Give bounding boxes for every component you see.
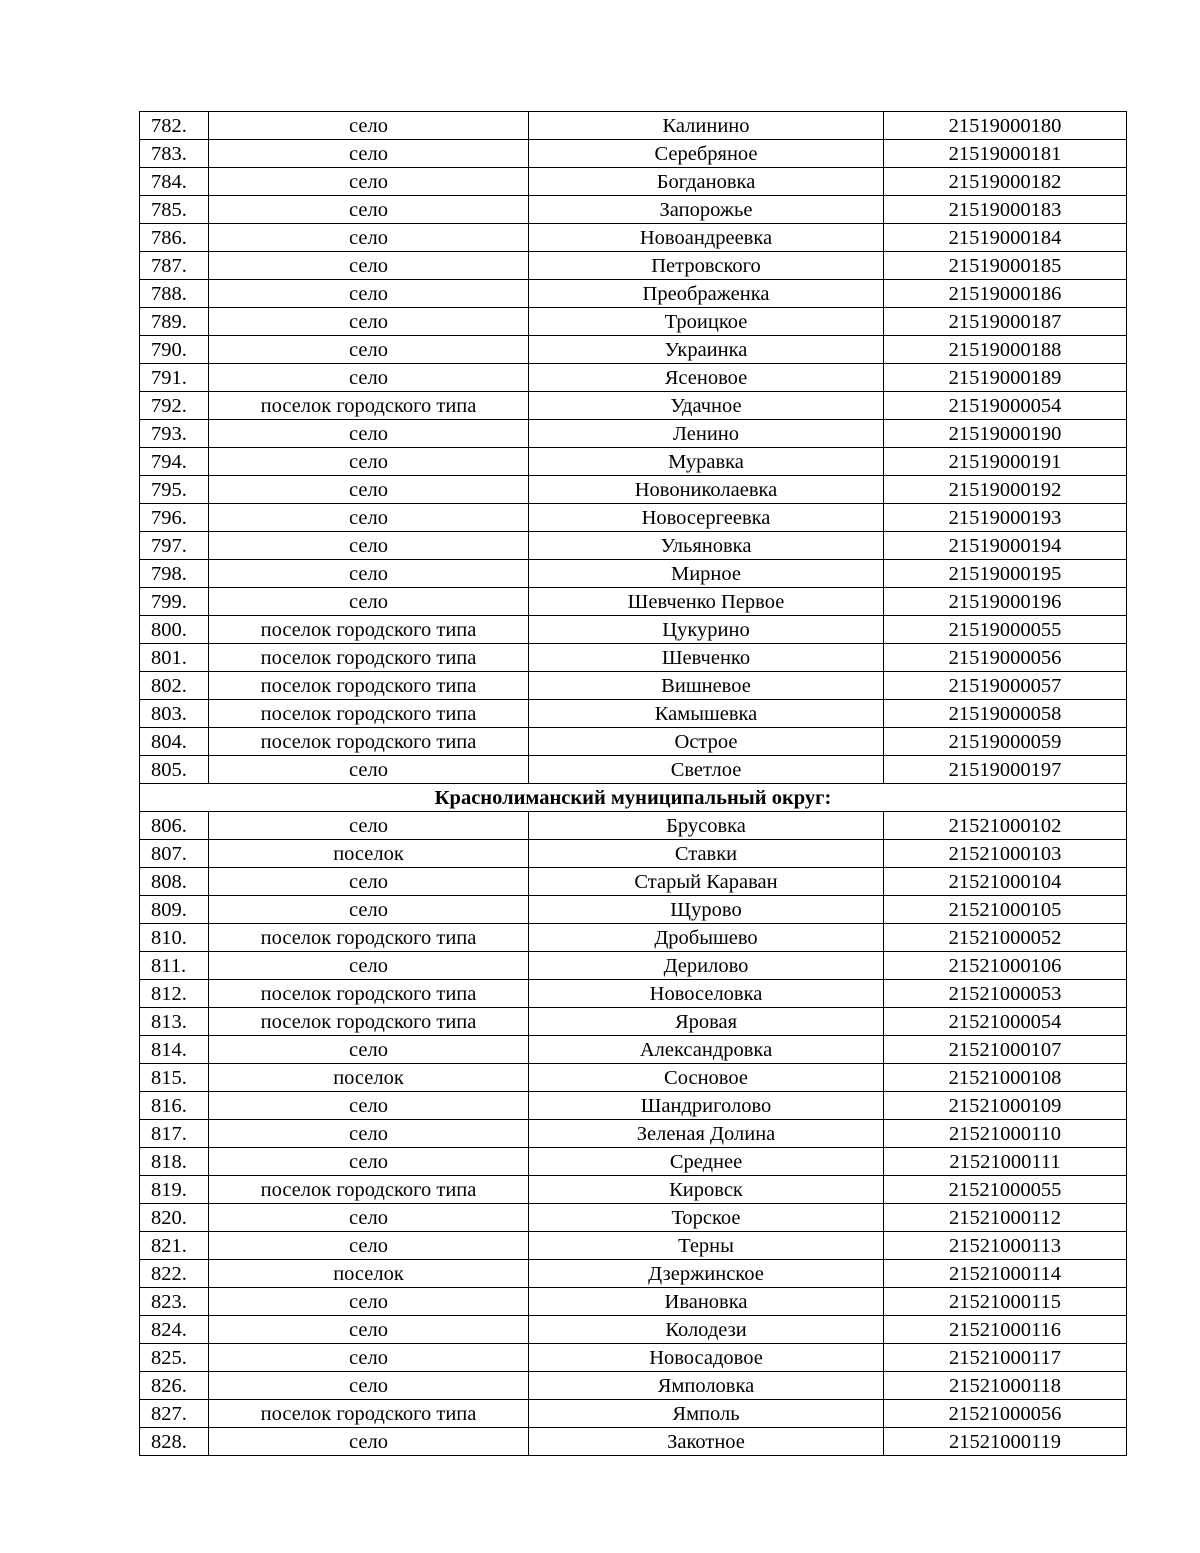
table-row bbox=[140, 1120, 1127, 1148]
settlement-code: 21519000197 bbox=[884, 756, 1127, 784]
row-number: 815. bbox=[140, 1064, 209, 1092]
settlement-code: 21519000181 bbox=[884, 140, 1127, 168]
settlement-type: село bbox=[209, 1232, 529, 1260]
table-row bbox=[140, 196, 1127, 224]
settlement-name: Ямполь bbox=[529, 1400, 884, 1428]
row-number: 801. bbox=[140, 644, 209, 672]
settlement-name: Кировск bbox=[529, 1176, 884, 1204]
row-number: 787. bbox=[140, 252, 209, 280]
settlement-code: 21521000113 bbox=[884, 1232, 1127, 1260]
row-number: 784. bbox=[140, 168, 209, 196]
table-row bbox=[140, 1428, 1127, 1456]
settlement-type: село bbox=[209, 364, 529, 392]
settlement-type: поселок городского типа bbox=[209, 700, 529, 728]
table-row bbox=[140, 588, 1127, 616]
settlement-code: 21521000108 bbox=[884, 1064, 1127, 1092]
table-row bbox=[140, 1064, 1127, 1092]
settlement-type: поселок городского типа bbox=[209, 1400, 529, 1428]
settlement-type: село bbox=[209, 224, 529, 252]
settlement-name: Закотное bbox=[529, 1428, 884, 1456]
settlement-name: Ульяновка bbox=[529, 532, 884, 560]
settlement-name: Зеленая Долина bbox=[529, 1120, 884, 1148]
settlement-code: 21519000196 bbox=[884, 588, 1127, 616]
settlement-name: Троицкое bbox=[529, 308, 884, 336]
table-row bbox=[140, 252, 1127, 280]
section-header-row bbox=[140, 784, 1127, 812]
settlement-type: село bbox=[209, 476, 529, 504]
settlement-name: Камышевка bbox=[529, 700, 884, 728]
table-row bbox=[140, 1204, 1127, 1232]
table-row bbox=[140, 140, 1127, 168]
settlement-type: село bbox=[209, 336, 529, 364]
settlement-type: село bbox=[209, 308, 529, 336]
row-number: 823. bbox=[140, 1288, 209, 1316]
settlement-code: 21521000109 bbox=[884, 1092, 1127, 1120]
settlement-name: Преображенка bbox=[529, 280, 884, 308]
row-number: 819. bbox=[140, 1176, 209, 1204]
row-number: 802. bbox=[140, 672, 209, 700]
row-number: 824. bbox=[140, 1316, 209, 1344]
settlement-name: Шандриголово bbox=[529, 1092, 884, 1120]
table-row bbox=[140, 756, 1127, 784]
row-number: 808. bbox=[140, 868, 209, 896]
settlement-code: 21521000117 bbox=[884, 1344, 1127, 1372]
settlement-type: село bbox=[209, 868, 529, 896]
settlement-code: 21521000118 bbox=[884, 1372, 1127, 1400]
table-row bbox=[140, 476, 1127, 504]
settlement-name: Ставки bbox=[529, 840, 884, 868]
row-number: 818. bbox=[140, 1148, 209, 1176]
settlement-code: 21521000052 bbox=[884, 924, 1127, 952]
table-row bbox=[140, 280, 1127, 308]
table-row bbox=[140, 392, 1127, 420]
settlement-name: Ямполовка bbox=[529, 1372, 884, 1400]
row-number: 785. bbox=[140, 196, 209, 224]
row-number: 798. bbox=[140, 560, 209, 588]
settlement-code: 21521000056 bbox=[884, 1400, 1127, 1428]
table-body bbox=[140, 112, 1127, 1456]
settlement-type: село bbox=[209, 448, 529, 476]
settlement-type: село bbox=[209, 168, 529, 196]
settlement-name: Серебряное bbox=[529, 140, 884, 168]
settlement-type: село bbox=[209, 1204, 529, 1232]
table-row bbox=[140, 224, 1127, 252]
row-number: 796. bbox=[140, 504, 209, 532]
settlement-type: село bbox=[209, 532, 529, 560]
settlement-type: село bbox=[209, 1316, 529, 1344]
row-number: 795. bbox=[140, 476, 209, 504]
row-number: 826. bbox=[140, 1372, 209, 1400]
settlement-code: 21521000054 bbox=[884, 1008, 1127, 1036]
row-number: 788. bbox=[140, 280, 209, 308]
settlement-code: 21519000183 bbox=[884, 196, 1127, 224]
settlement-code: 21521000111 bbox=[884, 1148, 1127, 1176]
settlement-type: село bbox=[209, 140, 529, 168]
settlement-type: село bbox=[209, 1120, 529, 1148]
settlement-name: Вишневое bbox=[529, 672, 884, 700]
settlement-type: поселок городского типа bbox=[209, 392, 529, 420]
settlement-name: Шевченко bbox=[529, 644, 884, 672]
settlement-type: село bbox=[209, 812, 529, 840]
table-row bbox=[140, 308, 1127, 336]
row-number: 814. bbox=[140, 1036, 209, 1064]
settlement-name: Ясеновое bbox=[529, 364, 884, 392]
settlement-type: село bbox=[209, 1428, 529, 1456]
settlement-type: село bbox=[209, 112, 529, 140]
settlement-code: 21521000102 bbox=[884, 812, 1127, 840]
table-row bbox=[140, 1400, 1127, 1428]
settlement-type: село bbox=[209, 1092, 529, 1120]
row-number: 820. bbox=[140, 1204, 209, 1232]
settlement-type: село bbox=[209, 1036, 529, 1064]
settlement-name: Калинино bbox=[529, 112, 884, 140]
settlement-type: поселок bbox=[209, 1260, 529, 1288]
settlement-type: поселок городского типа bbox=[209, 924, 529, 952]
settlement-code: 21519000189 bbox=[884, 364, 1127, 392]
settlement-name: Среднее bbox=[529, 1148, 884, 1176]
row-number: 825. bbox=[140, 1344, 209, 1372]
settlement-code: 21519000054 bbox=[884, 392, 1127, 420]
table-row bbox=[140, 1260, 1127, 1288]
settlement-name: Торское bbox=[529, 1204, 884, 1232]
settlement-type: село bbox=[209, 952, 529, 980]
row-number: 809. bbox=[140, 896, 209, 924]
settlement-type: поселок городского типа bbox=[209, 1176, 529, 1204]
settlement-type: село bbox=[209, 420, 529, 448]
row-number: 805. bbox=[140, 756, 209, 784]
settlement-name: Ленино bbox=[529, 420, 884, 448]
settlement-type: село bbox=[209, 252, 529, 280]
table-row bbox=[140, 1176, 1127, 1204]
settlement-type: село bbox=[209, 1372, 529, 1400]
settlement-type: поселок городского типа bbox=[209, 644, 529, 672]
row-number: 810. bbox=[140, 924, 209, 952]
table-row bbox=[140, 672, 1127, 700]
settlement-code: 21519000058 bbox=[884, 700, 1127, 728]
table-row bbox=[140, 420, 1127, 448]
table-row bbox=[140, 1036, 1127, 1064]
settlement-name: Александровка bbox=[529, 1036, 884, 1064]
row-number: 793. bbox=[140, 420, 209, 448]
settlement-code: 21521000115 bbox=[884, 1288, 1127, 1316]
settlement-code: 21521000114 bbox=[884, 1260, 1127, 1288]
settlement-code: 21519000191 bbox=[884, 448, 1127, 476]
table-row bbox=[140, 112, 1127, 140]
settlement-code: 21521000112 bbox=[884, 1204, 1127, 1232]
table-row bbox=[140, 1092, 1127, 1120]
settlement-name: Мирное bbox=[529, 560, 884, 588]
table-row bbox=[140, 1372, 1127, 1400]
table-row bbox=[140, 1232, 1127, 1260]
row-number: 791. bbox=[140, 364, 209, 392]
table-row bbox=[140, 924, 1127, 952]
settlement-code: 21519000059 bbox=[884, 728, 1127, 756]
row-number: 799. bbox=[140, 588, 209, 616]
table-row bbox=[140, 364, 1127, 392]
settlement-type: село bbox=[209, 196, 529, 224]
settlement-code: 21519000188 bbox=[884, 336, 1127, 364]
settlement-type: село bbox=[209, 896, 529, 924]
settlement-name: Муравка bbox=[529, 448, 884, 476]
settlement-code: 21519000180 bbox=[884, 112, 1127, 140]
row-number: 807. bbox=[140, 840, 209, 868]
settlement-type: поселок городского типа bbox=[209, 672, 529, 700]
settlement-type: село bbox=[209, 560, 529, 588]
settlement-name: Старый Караван bbox=[529, 868, 884, 896]
settlement-type: село bbox=[209, 588, 529, 616]
settlement-code: 21521000103 bbox=[884, 840, 1127, 868]
table-row bbox=[140, 504, 1127, 532]
settlement-name: Новоандреевка bbox=[529, 224, 884, 252]
row-number: 816. bbox=[140, 1092, 209, 1120]
settlement-name: Запорожье bbox=[529, 196, 884, 224]
settlement-code: 21521000110 bbox=[884, 1120, 1127, 1148]
settlement-name: Сосновое bbox=[529, 1064, 884, 1092]
row-number: 790. bbox=[140, 336, 209, 364]
row-number: 817. bbox=[140, 1120, 209, 1148]
row-number: 782. bbox=[140, 112, 209, 140]
settlement-name: Острое bbox=[529, 728, 884, 756]
row-number: 804. bbox=[140, 728, 209, 756]
settlement-type: поселок городского типа bbox=[209, 616, 529, 644]
table-row bbox=[140, 1008, 1127, 1036]
settlement-name: Богдановка bbox=[529, 168, 884, 196]
table-row bbox=[140, 728, 1127, 756]
settlement-name: Дерилово bbox=[529, 952, 884, 980]
row-number: 783. bbox=[140, 140, 209, 168]
row-number: 800. bbox=[140, 616, 209, 644]
table-row bbox=[140, 840, 1127, 868]
settlement-code: 21521000116 bbox=[884, 1316, 1127, 1344]
row-number: 803. bbox=[140, 700, 209, 728]
row-number: 794. bbox=[140, 448, 209, 476]
row-number: 789. bbox=[140, 308, 209, 336]
table-row bbox=[140, 700, 1127, 728]
settlement-name: Брусовка bbox=[529, 812, 884, 840]
settlement-type: село bbox=[209, 1288, 529, 1316]
settlement-code: 21519000192 bbox=[884, 476, 1127, 504]
table-row bbox=[140, 980, 1127, 1008]
settlement-code: 21521000104 bbox=[884, 868, 1127, 896]
settlement-name: Цукурино bbox=[529, 616, 884, 644]
row-number: 811. bbox=[140, 952, 209, 980]
settlement-name: Удачное bbox=[529, 392, 884, 420]
settlement-name: Колодези bbox=[529, 1316, 884, 1344]
settlement-name: Дробышево bbox=[529, 924, 884, 952]
settlement-name: Шевченко Первое bbox=[529, 588, 884, 616]
table-row bbox=[140, 868, 1127, 896]
table-row bbox=[140, 532, 1127, 560]
table-row bbox=[140, 616, 1127, 644]
settlement-type: поселок bbox=[209, 1064, 529, 1092]
settlement-type: село bbox=[209, 1344, 529, 1372]
row-number: 792. bbox=[140, 392, 209, 420]
settlement-code: 21521000055 bbox=[884, 1176, 1127, 1204]
settlement-name: Петровского bbox=[529, 252, 884, 280]
table-row bbox=[140, 952, 1127, 980]
settlement-code: 21519000195 bbox=[884, 560, 1127, 588]
settlement-code: 21521000106 bbox=[884, 952, 1127, 980]
settlement-name: Ивановка bbox=[529, 1288, 884, 1316]
settlement-name: Светлое bbox=[529, 756, 884, 784]
settlement-code: 21519000057 bbox=[884, 672, 1127, 700]
settlement-code: 21521000119 bbox=[884, 1428, 1127, 1456]
settlement-code: 21519000182 bbox=[884, 168, 1127, 196]
table-row bbox=[140, 1316, 1127, 1344]
settlement-name: Новосадовое bbox=[529, 1344, 884, 1372]
settlement-type: поселок городского типа bbox=[209, 728, 529, 756]
settlement-name: Дзержинское bbox=[529, 1260, 884, 1288]
settlement-type: поселок городского типа bbox=[209, 980, 529, 1008]
settlement-type: поселок bbox=[209, 840, 529, 868]
settlement-type: село bbox=[209, 756, 529, 784]
settlement-code: 21519000193 bbox=[884, 504, 1127, 532]
settlement-code: 21519000187 bbox=[884, 308, 1127, 336]
table-row bbox=[140, 448, 1127, 476]
table-row bbox=[140, 336, 1127, 364]
settlement-code: 21519000184 bbox=[884, 224, 1127, 252]
row-number: 797. bbox=[140, 532, 209, 560]
settlement-code: 21519000194 bbox=[884, 532, 1127, 560]
table-row bbox=[140, 1288, 1127, 1316]
table-row bbox=[140, 1344, 1127, 1372]
row-number: 806. bbox=[140, 812, 209, 840]
table-row bbox=[140, 168, 1127, 196]
settlement-code: 21519000190 bbox=[884, 420, 1127, 448]
settlement-name: Украинка bbox=[529, 336, 884, 364]
row-number: 812. bbox=[140, 980, 209, 1008]
settlement-type: село bbox=[209, 1148, 529, 1176]
settlement-name: Новониколаевка bbox=[529, 476, 884, 504]
settlement-code: 21519000186 bbox=[884, 280, 1127, 308]
settlement-name: Яровая bbox=[529, 1008, 884, 1036]
table-row bbox=[140, 896, 1127, 924]
settlement-code: 21521000107 bbox=[884, 1036, 1127, 1064]
table-row bbox=[140, 1148, 1127, 1176]
settlement-code: 21521000053 bbox=[884, 980, 1127, 1008]
settlement-type: село bbox=[209, 504, 529, 532]
row-number: 786. bbox=[140, 224, 209, 252]
section-title: Краснолиманский муниципальный округ: bbox=[140, 784, 1127, 812]
row-number: 821. bbox=[140, 1232, 209, 1260]
row-number: 828. bbox=[140, 1428, 209, 1456]
settlement-name: Терны bbox=[529, 1232, 884, 1260]
table-row bbox=[140, 812, 1127, 840]
settlement-name: Новоселовка bbox=[529, 980, 884, 1008]
settlement-code: 21519000185 bbox=[884, 252, 1127, 280]
row-number: 813. bbox=[140, 1008, 209, 1036]
settlement-name: Щурово bbox=[529, 896, 884, 924]
table-row bbox=[140, 644, 1127, 672]
settlement-code: 21521000105 bbox=[884, 896, 1127, 924]
settlement-type: село bbox=[209, 280, 529, 308]
settlement-code: 21519000056 bbox=[884, 644, 1127, 672]
settlement-type: поселок городского типа bbox=[209, 1008, 529, 1036]
settlements-table bbox=[139, 111, 1127, 1456]
row-number: 827. bbox=[140, 1400, 209, 1428]
settlement-code: 21519000055 bbox=[884, 616, 1127, 644]
row-number: 822. bbox=[140, 1260, 209, 1288]
table-row bbox=[140, 560, 1127, 588]
settlement-name: Новосергеевка bbox=[529, 504, 884, 532]
